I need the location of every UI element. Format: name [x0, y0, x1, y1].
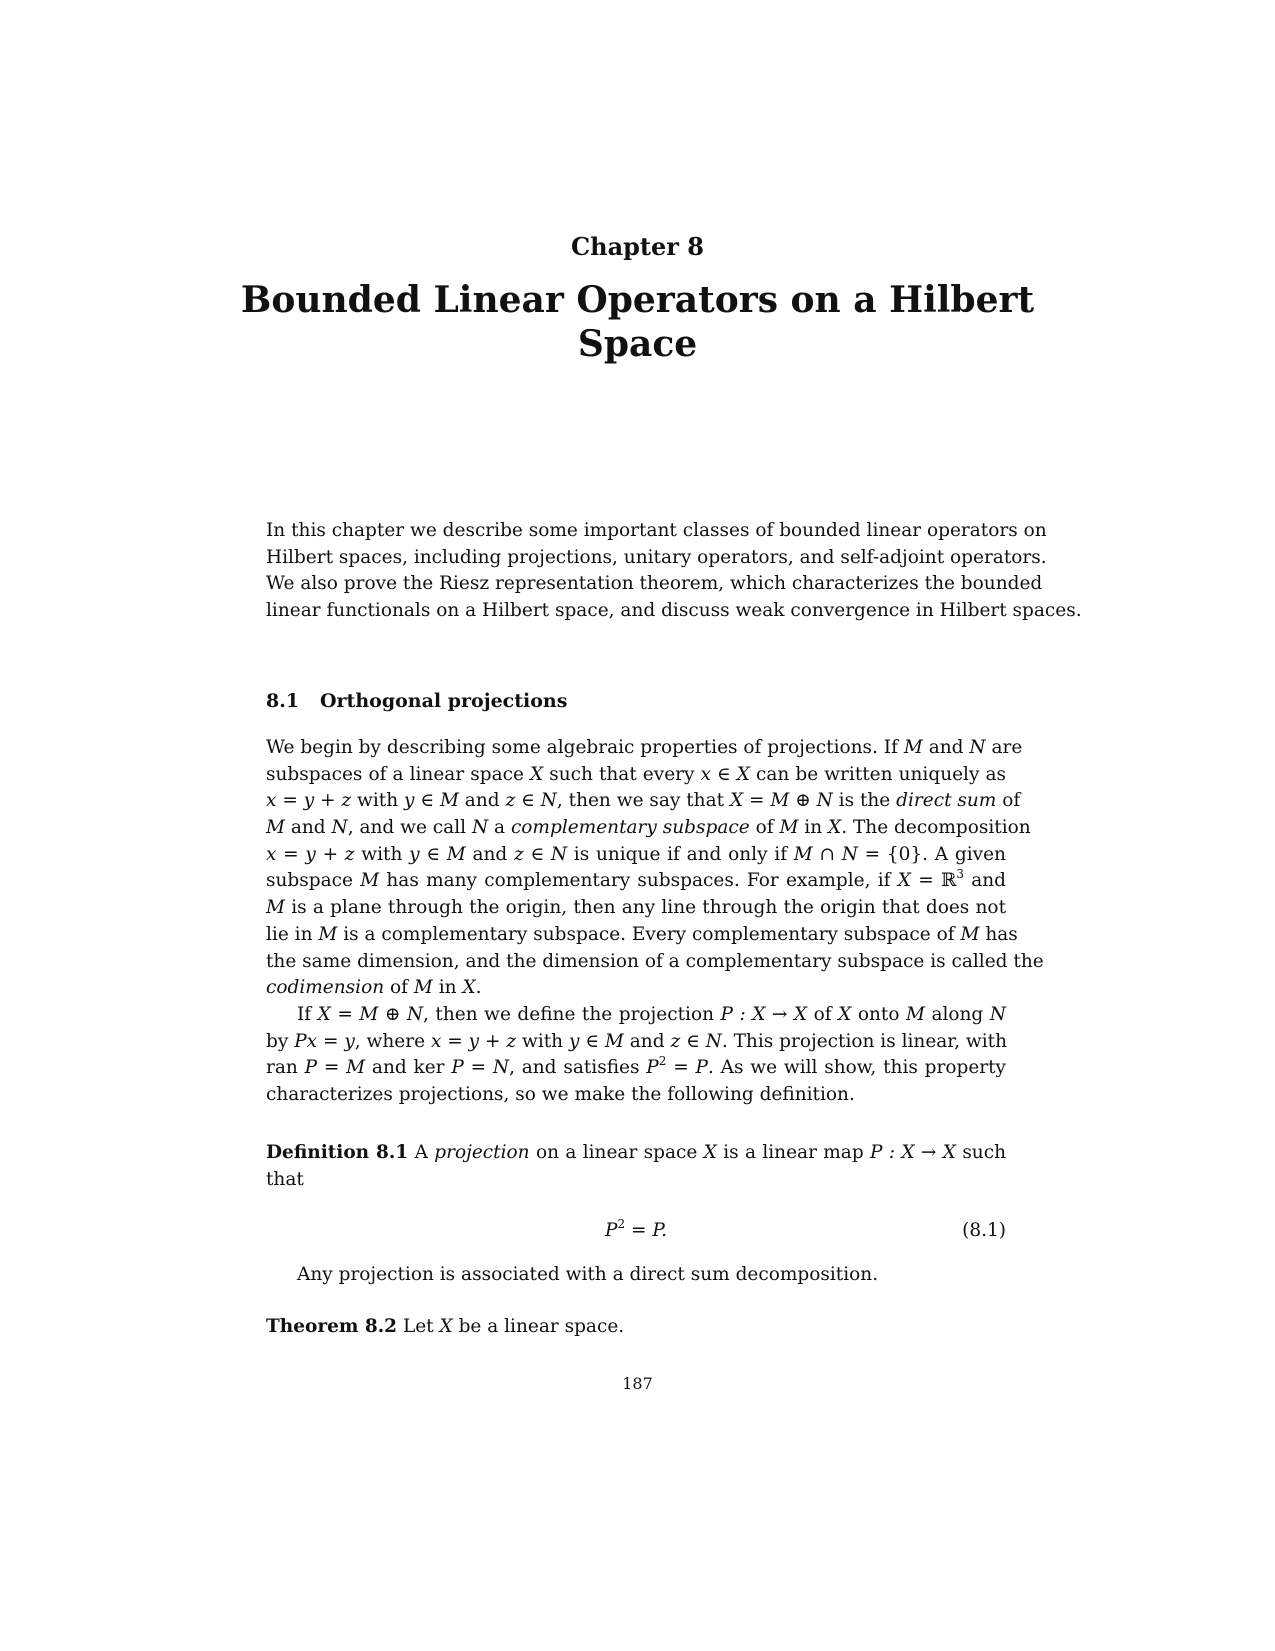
definition-line: Definition 8.1 A projection on a linear space X is a linear map P : X → X such: [266, 1142, 1006, 1163]
body-line: M and N, and we call N a complementary subspace of M in X. The decomposition: [266, 817, 1031, 839]
chapter-title-line-1: Bounded Linear Operators on a Hilbert: [240, 279, 1035, 321]
remark-paragraph: [266, 1262, 1006, 1289]
intro-line: We also prove the Riesz representation theorem, which characterizes the bounded: [266, 573, 1043, 595]
equation-number: (8.1): [962, 1220, 1006, 1241]
definition: [266, 1140, 1006, 1193]
definition-line: that: [266, 1168, 304, 1190]
body-text: [266, 735, 1044, 1109]
page-number: 187: [622, 1374, 653, 1393]
body-line: characterizes projections, so we make the following definition.: [266, 1083, 855, 1105]
body-line: by Px = y, where x = y + z with y ∈ M and z ∈ N. This projection is linear, with: [266, 1030, 1007, 1052]
equation: $P^2 = P$.: [605, 1217, 667, 1241]
body-line: lie in M is a complementary subspace. Every complementary subspace of M has: [266, 923, 1018, 945]
intro-line: linear functionals on a Hilbert space, and discuss weak convergence in Hilbert spaces.: [266, 600, 1082, 622]
body-line: If X = M ⊕ N, then we define the projection P : X → X of X onto M along N: [297, 1003, 1006, 1025]
equation-row: [266, 1217, 1006, 1246]
remark-line: Any projection is associated with a direct sum decomposition.: [297, 1264, 879, 1285]
section-title: Orthogonal projections: [320, 690, 568, 712]
intro-line: In this chapter we describe some important classes of bounded linear operators on: [266, 520, 1047, 541]
theorem-line: Theorem 8.2 Let X be a linear space.: [266, 1316, 625, 1337]
body-line: M is a plane through the origin, then any line through the origin that does not: [266, 897, 1007, 919]
body-line: ran P = M and ker P = N, and satisfies $P^2 = P$. As we will show, this property: [266, 1054, 1007, 1079]
chapter-label: Chapter 8: [571, 232, 704, 261]
body-line: We begin by describing some algebraic properties of projections. If M and N are: [266, 737, 1023, 758]
intro-paragraph: [266, 518, 1082, 625]
body-line: subspaces of a linear space X such that every x ∈ X can be written uniquely as: [266, 763, 1007, 785]
intro-line: Hilbert spaces, including projections, unitary operators, and self-adjoint operators.: [266, 546, 1047, 568]
chapter-title: [0, 278, 1275, 366]
definition-label: Definition 8.1: [266, 1142, 409, 1163]
section-number: 8.1: [266, 690, 300, 712]
theorem-label: Theorem 8.2: [266, 1316, 398, 1337]
body-line: x = y + z with y ∈ M and z ∈ N is unique if and only if M ∩ N = {0}. A given: [266, 843, 1006, 865]
body-line: codimension of M in X.: [266, 977, 482, 999]
chapter-title-line-2: Space: [577, 323, 698, 365]
body-line: subspace M has many complementary subspaces. For example, if X = ℝ$^3$ and: [266, 867, 1007, 892]
theorem: [266, 1314, 1006, 1341]
body-line: the same dimension, and the dimension of a complementary subspace is called the: [266, 950, 1044, 972]
body-line: x = y + z with y ∈ M and z ∈ N, then we say that X = M ⊕ N is the direct sum of: [266, 790, 1021, 812]
section-heading: [266, 690, 567, 712]
